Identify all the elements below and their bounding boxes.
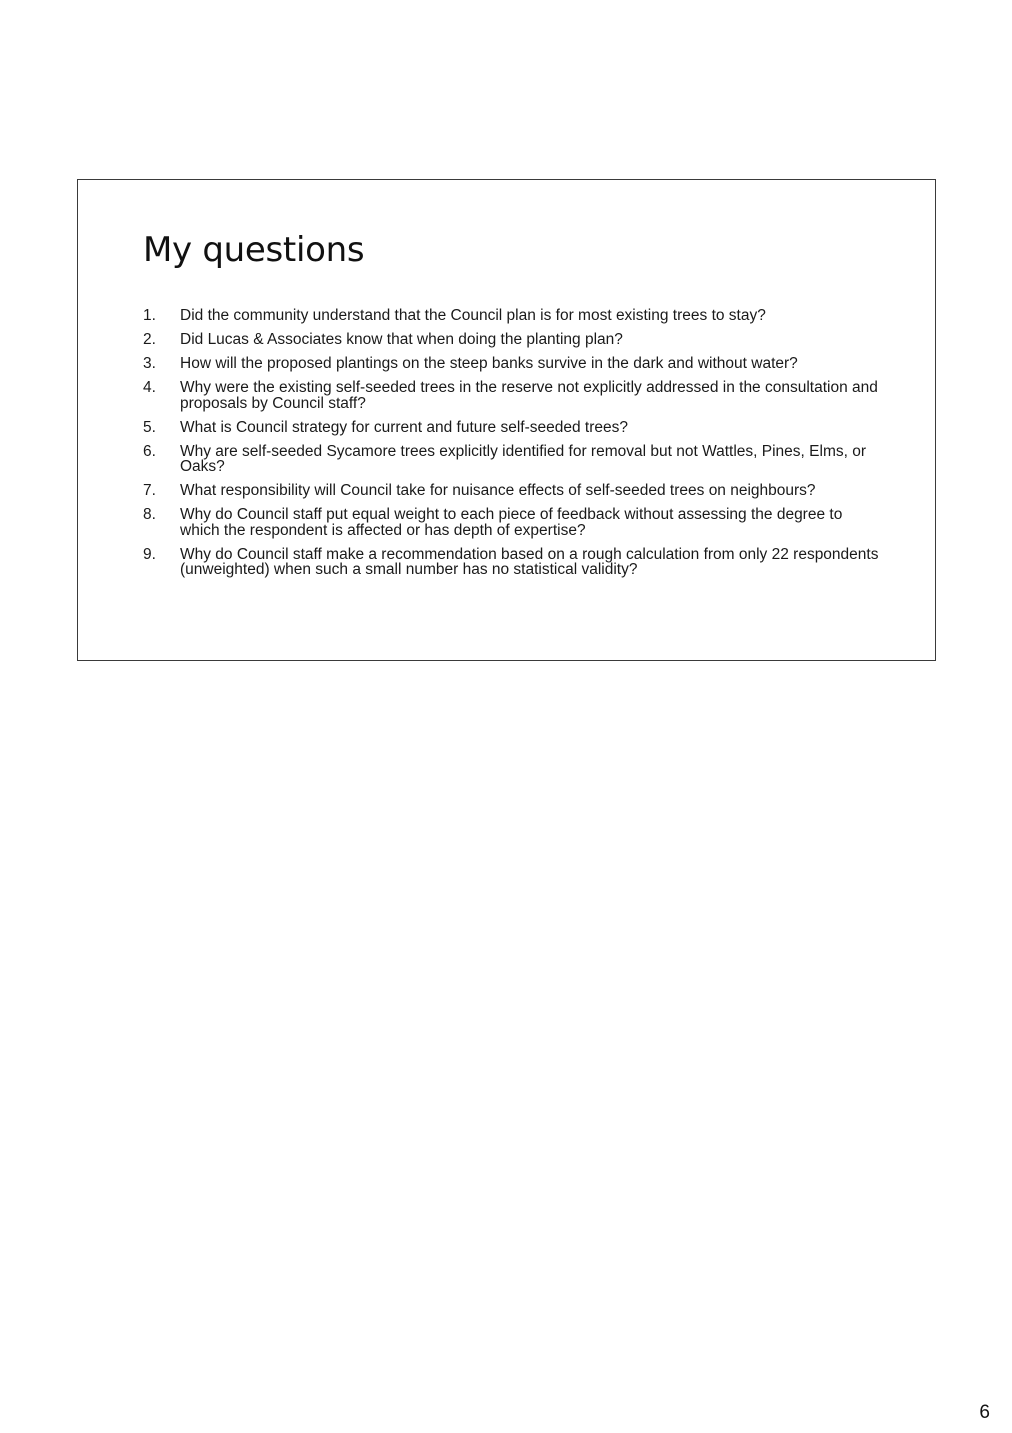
question-item-4 <box>143 380 883 411</box>
question-number: 6. <box>143 442 156 460</box>
question-item-6 <box>143 444 883 475</box>
question-number: 9. <box>143 545 156 563</box>
question-item-8 <box>143 507 883 538</box>
question-text: Why are self-seeded Sycamore trees explicitly identified for removal but not Wattles, Pines, Elms, or Oaks? <box>180 442 867 475</box>
question-text: Did the community understand that the Council plan is for most existing trees to stay? <box>180 307 766 324</box>
question-text: Why were the existing self-seeded trees in the reserve not explicitly addressed in the consultation and proposals by Council staff? <box>180 379 878 412</box>
question-item-9 <box>143 547 883 578</box>
question-number: 1. <box>143 307 156 324</box>
question-item-3 <box>143 356 883 372</box>
question-text: What responsibility will Council take for nuisance effects of self-seeded trees on neighbours? <box>180 482 816 499</box>
page-number: 6 <box>979 1402 990 1423</box>
question-item-1 <box>143 308 883 324</box>
question-number: 7. <box>143 482 156 499</box>
question-text: Why do Council staff put equal weight to each piece of feedback without assessing the degree to which the respondent is affected or has depth of expertise? <box>180 506 843 539</box>
slide-title: My questions <box>143 230 365 270</box>
question-number: 5. <box>143 418 156 436</box>
question-number: 3. <box>143 355 156 372</box>
question-item-5 <box>143 420 883 436</box>
question-text: Did Lucas & Associates know that when doing the planting plan? <box>180 331 623 348</box>
question-list <box>143 308 883 586</box>
question-text: Why do Council staff make a recommendation based on a rough calculation from only 22 respondents (unweighted) when such a small number has no statistical validity? <box>180 545 879 578</box>
question-number: 8. <box>143 506 156 523</box>
question-item-7 <box>143 483 883 499</box>
question-text: How will the proposed plantings on the steep banks survive in the dark and without water? <box>180 355 798 372</box>
question-number: 2. <box>143 331 156 348</box>
question-text: What is Council strategy for current and future self-seeded trees? <box>180 418 628 436</box>
slide-frame <box>77 179 936 661</box>
question-item-2 <box>143 332 883 348</box>
question-number: 4. <box>143 379 156 396</box>
